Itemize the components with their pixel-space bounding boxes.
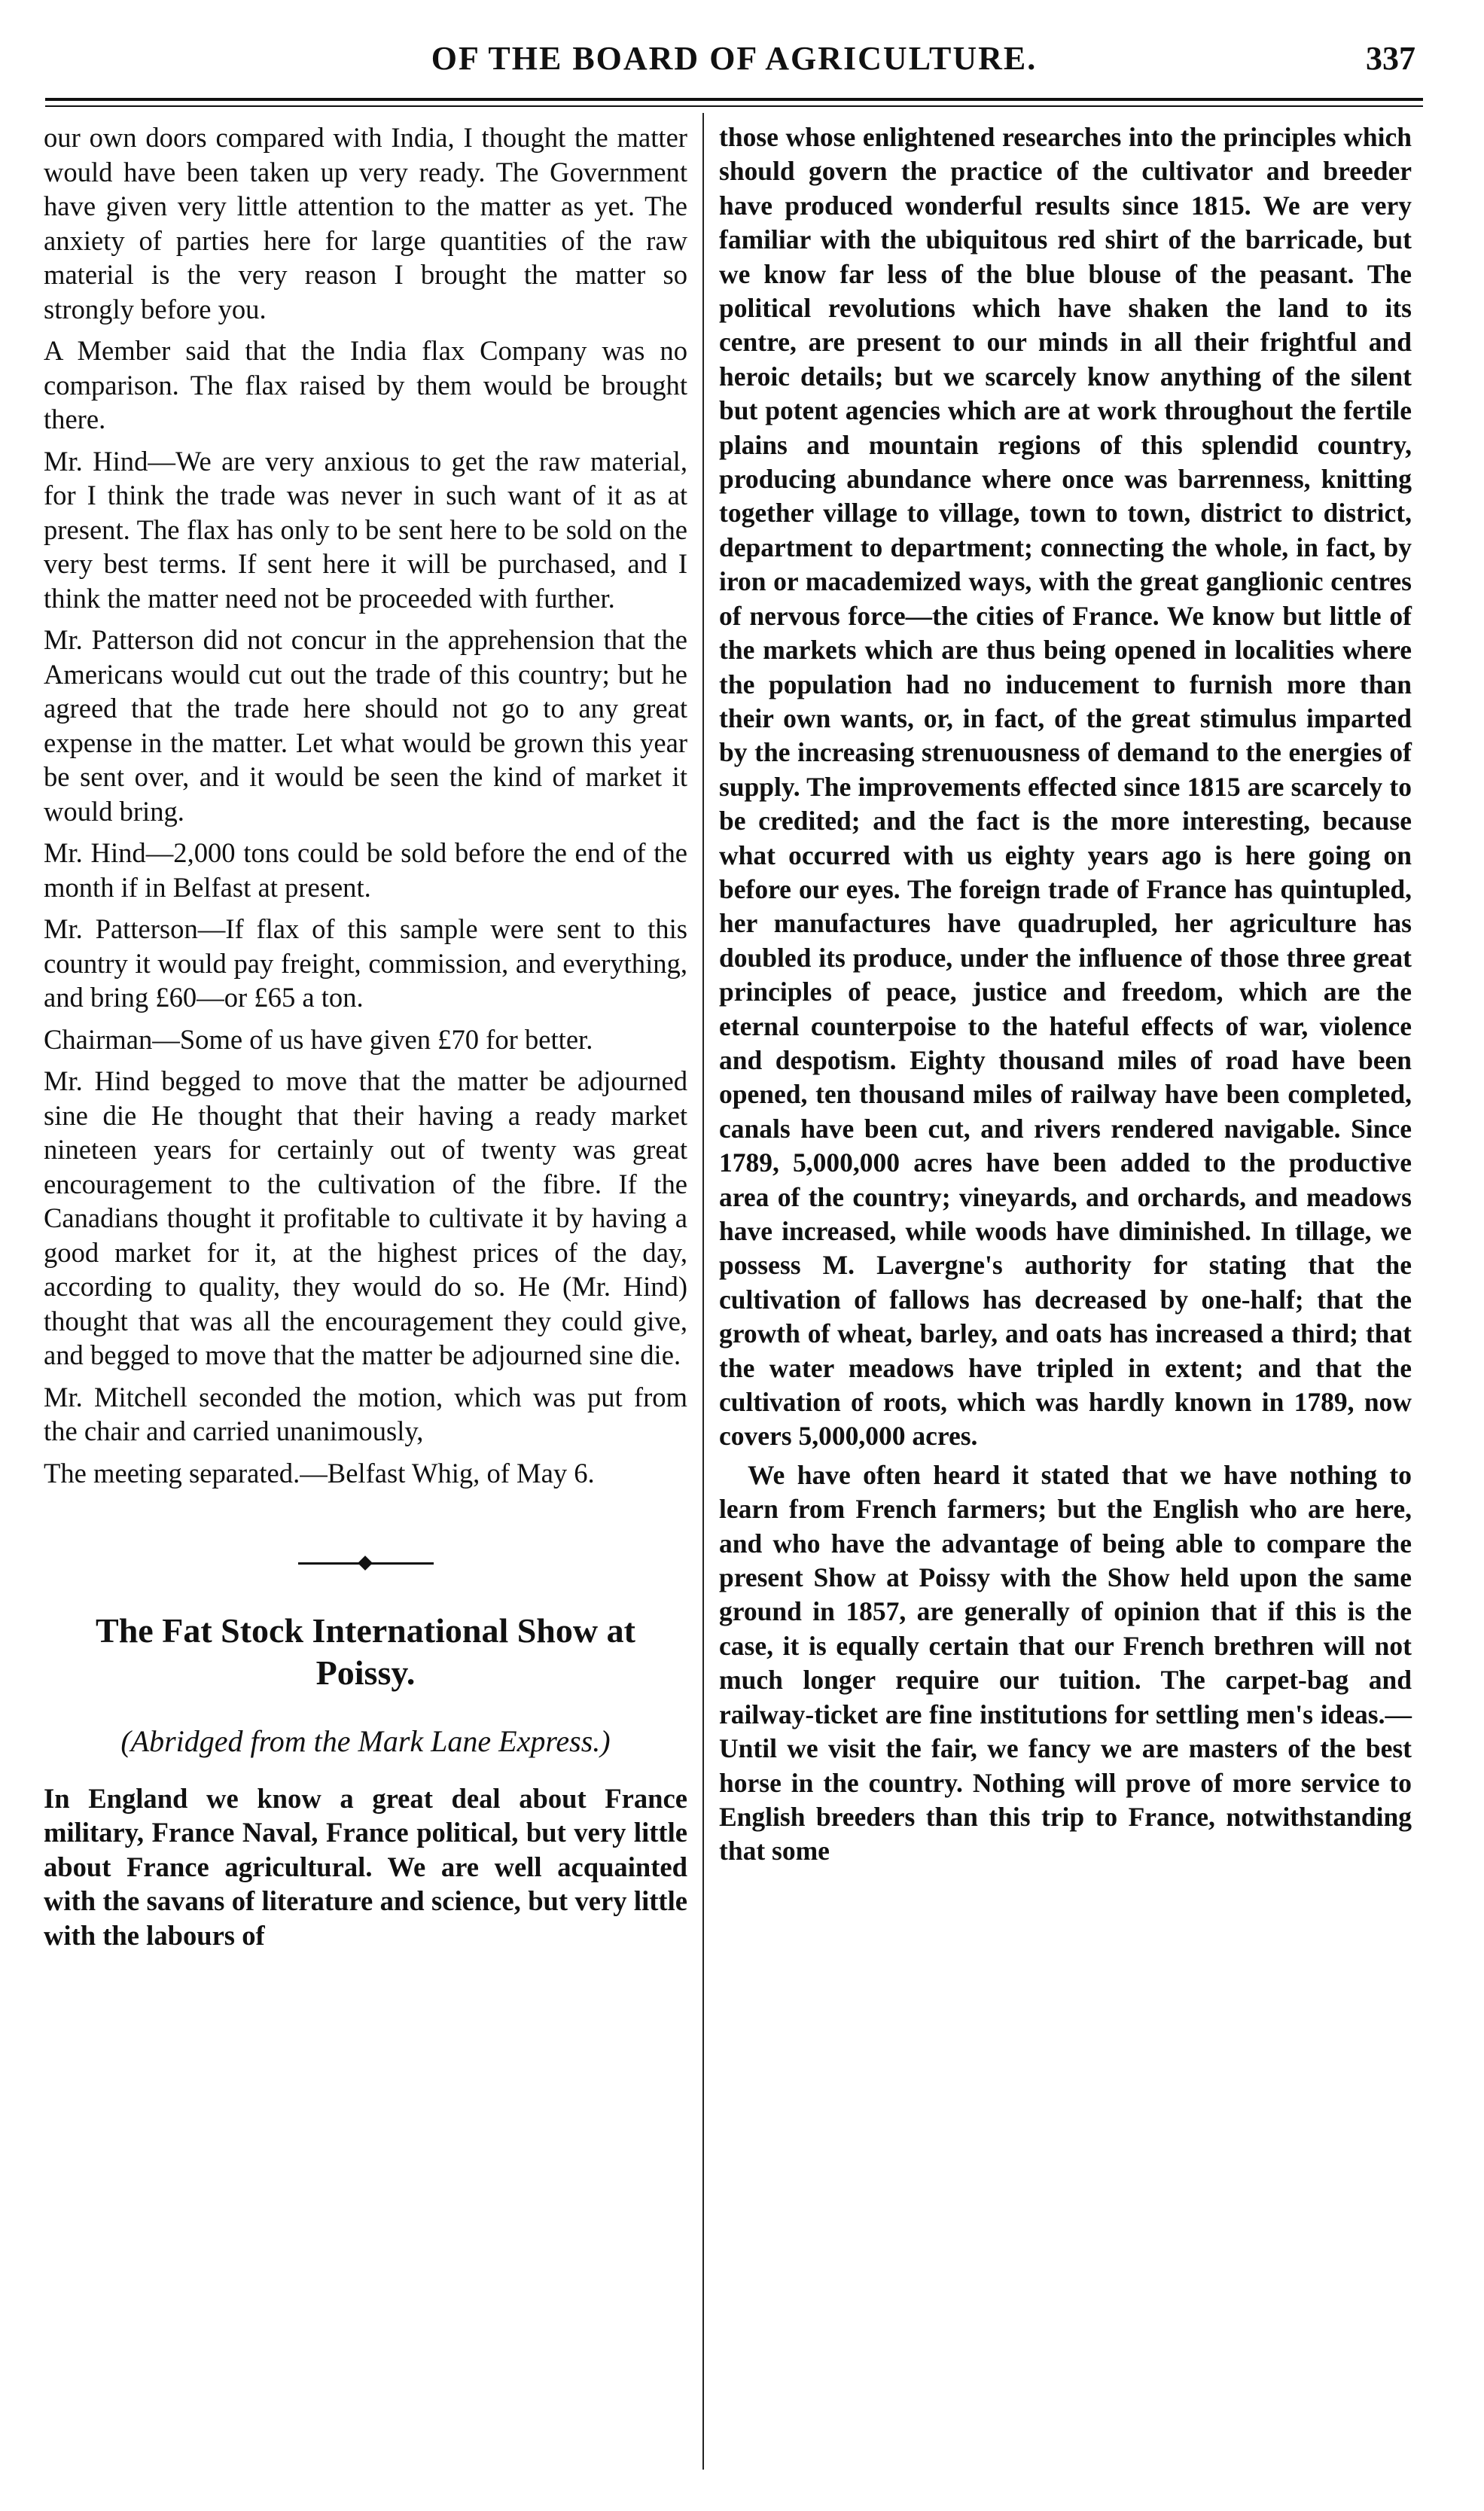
paragraph: Mr. Hind—We are very anxious to get the raw material, for I think the trade was never in such want of it as at present. The flax has only to be sent here to be sold on the very best terms. If sent here it will be purchased, and I think the matter need not be proceeded with further. bbox=[44, 445, 687, 614]
header-rule-thin bbox=[45, 105, 1423, 107]
paragraph: A Member said that the India flax Company was no comparison. The flax raised by them would be brought there. bbox=[44, 335, 687, 434]
page-number: 337 bbox=[1366, 40, 1415, 77]
running-head: OF THE BOARD OF AGRICULTURE. bbox=[431, 40, 1038, 77]
paragraph: our own doors compared with India, I thought the matter would have been taken up very ready. The Government have given very little attention to the matter as yet. The anxiety of parties here for large quantities of the raw material is the very reason I brought the matter so strongly before you. bbox=[44, 122, 687, 325]
paragraph: We have often heard it stated that we have nothing to learn from French farmers; but the English who are here, and who have the advantage of being able to compare the present Show at Poissy with the Show held upon the same ground in 1857, are generally of opinion that if this is the case, it is equally certain that our French brethren will not much longer require our tuition. The carpet-bag and railway-ticket are fine institutions for settling men's ideas.—Until we visit the fair, we fancy we are masters of the best horse in the country. Nothing will prove of more service to English breeders than this trip to France, notwithstanding that some bbox=[719, 1459, 1412, 1866]
left-column bbox=[44, 120, 687, 1960]
right-column bbox=[719, 120, 1412, 1873]
paragraph: Mr. Hind—2,000 tons could be sold before the end of the month if in Belfast at present. bbox=[44, 837, 687, 903]
column-divider bbox=[702, 113, 704, 2470]
paragraph: those whose enlightened researches into the principles which should govern the practice of the cultivator and breeder have produced wonderful results since 1815. We are very familiar with the ubiquitous red shirt of the barricade, but we know far less of the blue blouse of the peasant. The political revolutions which have shaken the land to its centre, are present to our minds in all their frightful and heroic details; but we scarcely know anything of the silent but potent agencies which are at work throughout the fertile plains and mountain regions of this splendid country, producing abundance where once was barrenness, knitting together village to village, town to town, district to district, department to department; connecting the whole, in fact, by iron or macademized ways, with the great ganglionic centres of nervous force—the cities of France. We know but little of the markets which are thus being opened in localities where the population had no inducement to furnish more than their own wants, or, in fact, of the great stimulus imparted by the increasing strenuousness of demand to the energies of supply. The improvements effected since 1815 are scarcely to be credited; and the fact is the more interesting, because what occurred with us eighty years ago is here going on before our eyes. The foreign trade of France has quintupled, her manufactures have quadrupled, her agriculture has doubled its produce, under the influence of those three great principles of peace, justice and freedom, which are the eternal counterpoise to the hateful effects of war, violence and despotism. Eighty thousand miles of road have been opened, ten thousand miles of railway have been completed, canals have been cut, and rivers rendered navigable. Since 1789, 5,000,000 acres have been added to the productive area of the country; vineyards, and orchards, and meadows have increased, while woods have diminished. In tillage, we possess M. Lavergne's authority for stating that the cultivation of fallows has decreased by one-half; that the growth of wheat, barley, and oats has increased a third; that the water meadows have tripled in extent; and that the cultivation of roots, which was hardly known in 1789, now covers 5,000,000 acres. bbox=[719, 122, 1412, 1452]
paragraph: Mr. Hind begged to move that the matter be adjourned sine die He thought that their having a ready market nineteen years for certainly out of twenty was great encouragement to the cultivation of the fibre. If the Canadians thought it profitable to cultivate it by having a good market for it, at the highest prices of the day, according to quality, they would do so. He (Mr. Hind) thought that was all the encouragement they could give, and begged to move that the matter be adjourned sine die. bbox=[44, 1065, 687, 1370]
section-separator bbox=[298, 1562, 434, 1565]
paragraph: Chairman—Some of us have given £70 for better. bbox=[44, 1023, 593, 1055]
article-lead: In England we know a great deal about France military, France Naval, France political, but very little about France agricultural. We are well acquainted with the savans of literature and science, but very little with the labours of bbox=[44, 1782, 687, 1951]
article-title: The Fat Stock International Show at Poissy. bbox=[96, 1611, 635, 1692]
paragraph: Mr. Mitchell seconded the motion, which was put from the chair and carried unanimously, bbox=[44, 1381, 687, 1446]
paragraph: Mr. Patterson—If flax of this sample were sent to this country it would pay freight, commission, and everything, and bring £60—or £65 a ton. bbox=[44, 913, 687, 1013]
page-header bbox=[45, 36, 1423, 89]
paragraph: Mr. Patterson did not concur in the apprehension that the Americans would cut out the trade of this country; but he agreed that the trade here should not go to any great expense in the matter. Let what would be grown this year be sent over, and it would be seen the kind of market it would bring. bbox=[44, 624, 687, 827]
header-rule bbox=[45, 98, 1423, 101]
paragraph: The meeting separated.—Belfast Whig, of May 6. bbox=[44, 1457, 595, 1489]
source-note: (Abridged from the Mark Lane Express.) bbox=[120, 1724, 611, 1758]
